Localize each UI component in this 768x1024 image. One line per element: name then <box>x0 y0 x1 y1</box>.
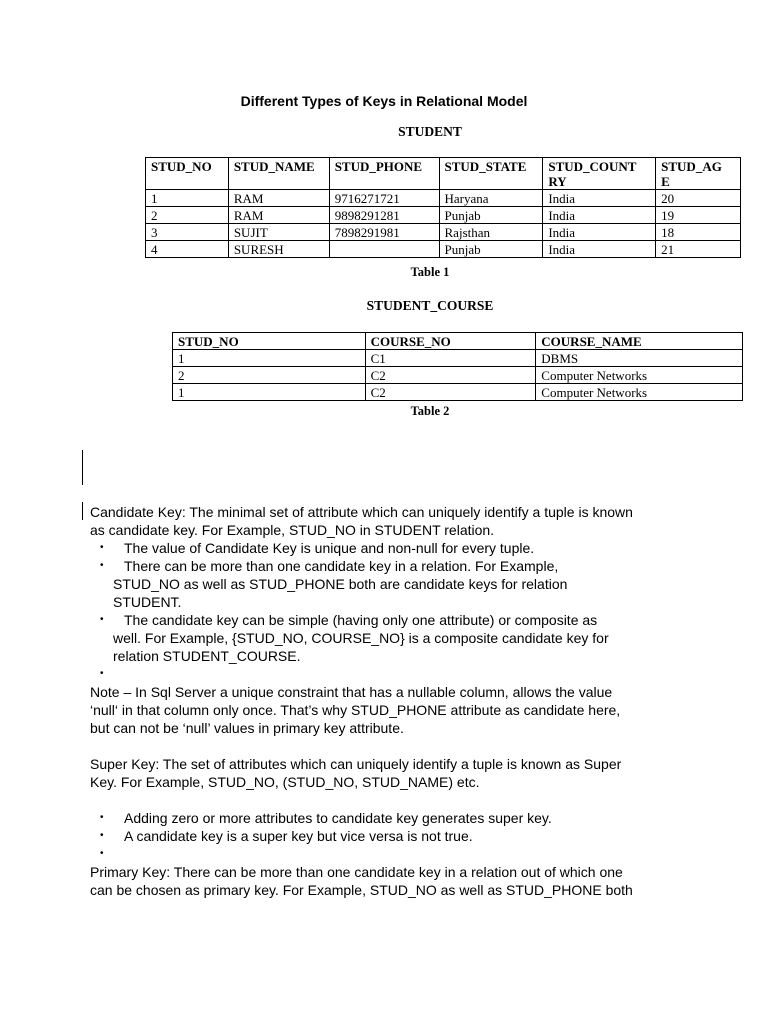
student-course-header-cell: STUD_NO <box>173 333 366 350</box>
table-cell: 1 <box>173 350 366 367</box>
student-table-header-cell: STUD_NAME <box>228 158 329 190</box>
header-line: RY <box>548 174 567 189</box>
student-course-header-row <box>173 333 743 350</box>
text-line: well. For Example, {STUD_NO, COURSE_NO} is a composite candidate key for <box>113 630 609 646</box>
super-key-bullets <box>90 809 690 863</box>
bullet-marker: • <box>100 668 104 679</box>
table-row <box>146 241 741 258</box>
text-line: Candidate Key: The minimal set of attribute which can uniquely identify a tuple is known <box>90 504 633 520</box>
table-cell: C2 <box>365 384 536 401</box>
table-cell: 4 <box>146 241 229 258</box>
candidate-key-paragraph <box>90 503 690 539</box>
header-line: E <box>661 174 670 189</box>
student-table-header-cell <box>656 158 741 190</box>
student-table-header-row <box>146 158 741 190</box>
text-line: relation STUDENT_COURSE. <box>113 648 301 664</box>
bullet-marker: • <box>100 542 104 553</box>
table1-heading: STUDENT <box>398 124 462 139</box>
table-cell: Rajsthan <box>439 224 543 241</box>
table-cell: C2 <box>365 367 536 384</box>
table-cell: India <box>543 224 656 241</box>
text-line: A candidate key is a super key but vice versa is not true. <box>124 828 473 844</box>
table-cell: 9716271721 <box>329 190 439 207</box>
table-cell: 20 <box>656 190 741 207</box>
note-paragraph <box>90 683 690 737</box>
text-line: There can be more than one candidate key in a relation. For Example, <box>124 558 559 574</box>
student-table <box>145 157 741 258</box>
text-cursor <box>82 450 83 485</box>
table-cell: 7898291981 <box>329 224 439 241</box>
table-cell: 21 <box>656 241 741 258</box>
document-title-text: Different Types of Keys in Relational Model <box>240 93 528 109</box>
table2-caption: Table 2 <box>410 404 450 418</box>
list-item <box>90 845 690 863</box>
table-cell: RAM <box>228 207 329 224</box>
table1-caption: Table 1 <box>410 265 450 279</box>
table-cell: Computer Networks <box>536 384 743 401</box>
text-line: Key. For Example, STUD_NO, (STUD_NO, STUD_NAME) etc. <box>90 774 480 790</box>
table-row <box>146 207 741 224</box>
table-row <box>146 190 741 207</box>
bullet-marker: • <box>100 614 104 625</box>
header-line: STUD_COUNT <box>548 159 637 174</box>
table-cell: Computer Networks <box>536 367 743 384</box>
table-cell: Punjab <box>439 241 543 258</box>
table-row <box>146 224 741 241</box>
table-cell: 3 <box>146 224 229 241</box>
paragraph-gap <box>90 791 690 809</box>
text-line: The value of Candidate Key is unique and non-null for every tuple. <box>124 540 535 556</box>
document-title <box>0 93 768 109</box>
student-course-header-cell: COURSE_NAME <box>536 333 743 350</box>
text-line: STUD_NO as well as STUD_PHONE both are candidate keys for relation <box>113 576 568 592</box>
text-line: Primary Key: There can be more than one candidate key in a relation out of which one <box>90 864 623 880</box>
table-cell: 1 <box>146 190 229 207</box>
student-table-header-cell: STUD_STATE <box>439 158 543 190</box>
body-content <box>90 503 690 899</box>
table-cell: 2 <box>173 367 366 384</box>
paragraph-gap <box>90 737 690 755</box>
list-item <box>90 539 690 557</box>
text-line: The candidate key can be simple (having only one attribute) or composite as <box>124 612 598 628</box>
bullet-marker: • <box>100 830 104 841</box>
text-line: Super Key: The set of attributes which can uniquely identify a tuple is known as Super <box>90 756 622 772</box>
bullet-marker: • <box>100 560 104 571</box>
table-cell: DBMS <box>536 350 743 367</box>
table-cell: India <box>543 207 656 224</box>
list-item <box>90 809 690 827</box>
table-cell: 18 <box>656 224 741 241</box>
list-item <box>90 665 690 683</box>
table-row <box>173 350 743 367</box>
super-key-paragraph <box>90 755 690 791</box>
text-line: can be chosen as primary key. For Example, STUD_NO as well as STUD_PHONE both <box>90 882 633 898</box>
primary-key-paragraph <box>90 863 690 899</box>
table-cell: Haryana <box>439 190 543 207</box>
list-item <box>90 611 690 665</box>
text-line: STUDENT. <box>113 594 182 610</box>
text-cursor-small <box>82 502 83 520</box>
table-cell: 19 <box>656 207 741 224</box>
text-line: Adding zero or more attributes to candidate key generates super key. <box>124 810 552 826</box>
text-line: ‘null‘ in that column only once. That’s why STUD_PHONE attribute as candidate here, <box>90 702 621 718</box>
list-item <box>90 827 690 845</box>
table-cell: 1 <box>173 384 366 401</box>
table-cell: 9898291281 <box>329 207 439 224</box>
table-cell: RAM <box>228 190 329 207</box>
candidate-key-bullets <box>90 539 690 683</box>
table-cell: India <box>543 241 656 258</box>
student-table-header-cell <box>543 158 656 190</box>
bullet-marker: • <box>100 812 104 823</box>
header-line: STUD_AG <box>661 159 722 174</box>
table-cell: 2 <box>146 207 229 224</box>
student-course-table <box>172 332 743 401</box>
table-row <box>173 384 743 401</box>
table-row <box>173 367 743 384</box>
text-line: as candidate key. For Example, STUD_NO in STUDENT relation. <box>90 522 495 538</box>
text-line: Note – In Sql Server a unique constraint that has a nullable column, allows the value <box>90 684 613 700</box>
student-table-header-cell: STUD_NO <box>146 158 229 190</box>
table-cell: SUJIT <box>228 224 329 241</box>
table-cell <box>329 241 439 258</box>
table2-heading: STUDENT_COURSE <box>366 298 494 313</box>
list-item <box>90 557 690 611</box>
bullet-marker: • <box>100 848 104 859</box>
student-course-header-cell: COURSE_NO <box>365 333 536 350</box>
table-cell: SURESH <box>228 241 329 258</box>
table-cell: India <box>543 190 656 207</box>
text-line: but can not be ‘null’ values in primary key attribute. <box>90 720 404 736</box>
table-cell: Punjab <box>439 207 543 224</box>
student-table-header-cell: STUD_PHONE <box>329 158 439 190</box>
table-cell: C1 <box>365 350 536 367</box>
